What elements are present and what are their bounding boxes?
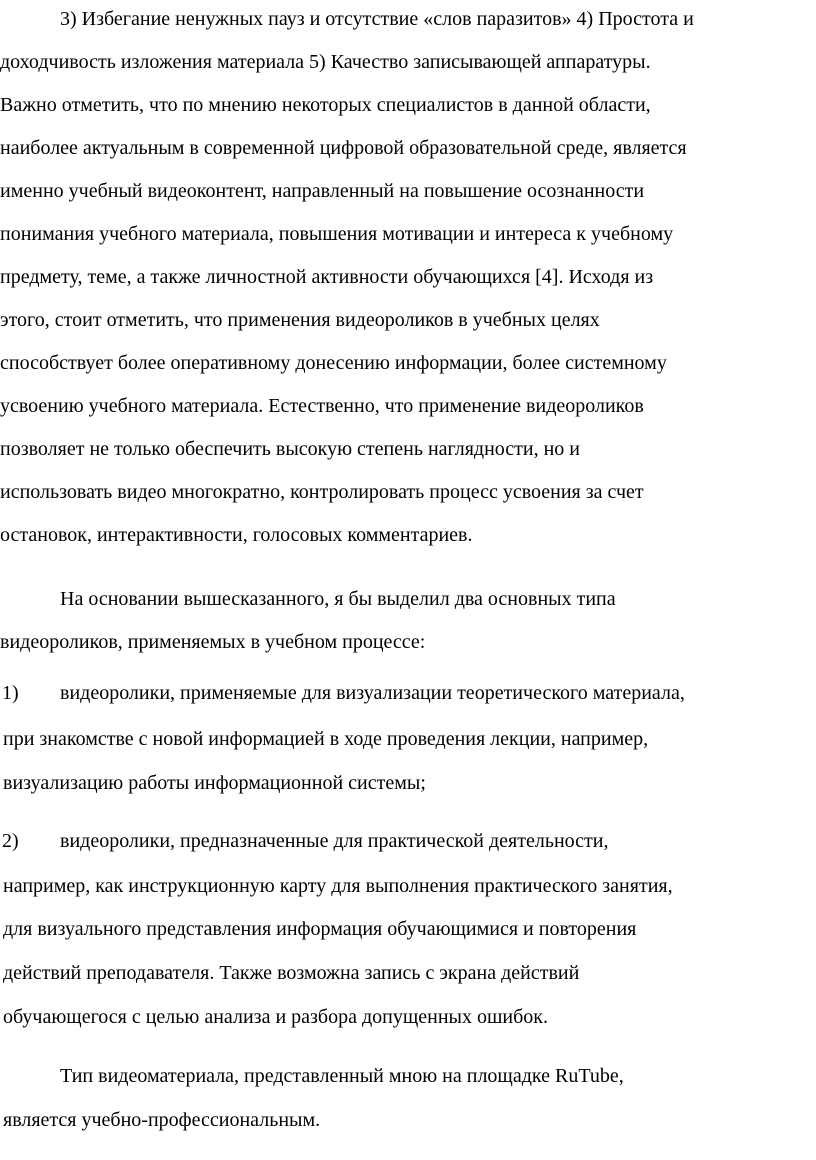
text-line: обучающегося с целью анализа и разбора допущенных ошибок. <box>3 1006 548 1028</box>
text-line: видеоролики, предназначенные для практической деятельности, <box>60 830 609 852</box>
text-line: 3) Избегание ненужных пауз и отсутствие «слов паразитов» 4) Простота и <box>60 8 694 30</box>
text-line: способствует более оперативному донесению информации, более системному <box>0 352 667 374</box>
text-line: при знакомстве с новой информацией в ходе проведения лекции, например, <box>3 728 649 750</box>
text-line: наиболее актуальным в современной цифровой образовательной среде, является <box>0 137 687 159</box>
text-line: этого, стоит отметить, что применения видеороликов в учебных целях <box>0 309 600 331</box>
text-line: Тип видеоматериала, представленный мною на площадке RuTube, <box>60 1065 624 1087</box>
text-line: действий преподавателя. Также возможна запись с экрана действий <box>3 962 580 984</box>
text-line: усвоению учебного материала. Естественно, что применение видеороликов <box>0 395 644 417</box>
list-number: 2) <box>2 830 19 852</box>
text-line: видеороликов, применяемых в учебном процессе: <box>0 631 426 653</box>
text-line: понимания учебного материала, повышения мотивации и интереса к учебному <box>0 223 674 245</box>
text-line: является учебно-профессиональным. <box>3 1109 321 1131</box>
text-line: доходчивость изложения материала 5) Качество записывающей аппаратуры. <box>0 51 651 73</box>
text-line: например, как инструкционную карту для выполнения практического занятия, <box>3 875 673 897</box>
text-line: для визуального представления информация обучающимися и повторения <box>3 918 637 940</box>
text-line: остановок, интерактивности, голосовых комментариев. <box>0 524 473 546</box>
text-line: Важно отметить, что по мнению некоторых специалистов в данной области, <box>0 94 651 116</box>
text-line: На основании вышесказанного, я бы выделил два основных типа <box>60 588 616 610</box>
text-line: использовать видео многократно, контролировать процесс усвоения за счет <box>0 481 644 503</box>
text-line: видеоролики, применяемые для визуализации теоретического материала, <box>60 682 685 704</box>
list-number: 1) <box>2 682 19 704</box>
text-line: визуализацию работы информационной системы; <box>3 772 426 794</box>
text-line: именно учебный видеоконтент, направленный на повышение осознанности <box>0 180 645 202</box>
text-line: предмету, теме, а также личностной активности обучающихся [4]. Исходя из <box>0 266 654 288</box>
text-line: позволяет не только обеспечить высокую степень наглядности, но и <box>0 438 580 460</box>
